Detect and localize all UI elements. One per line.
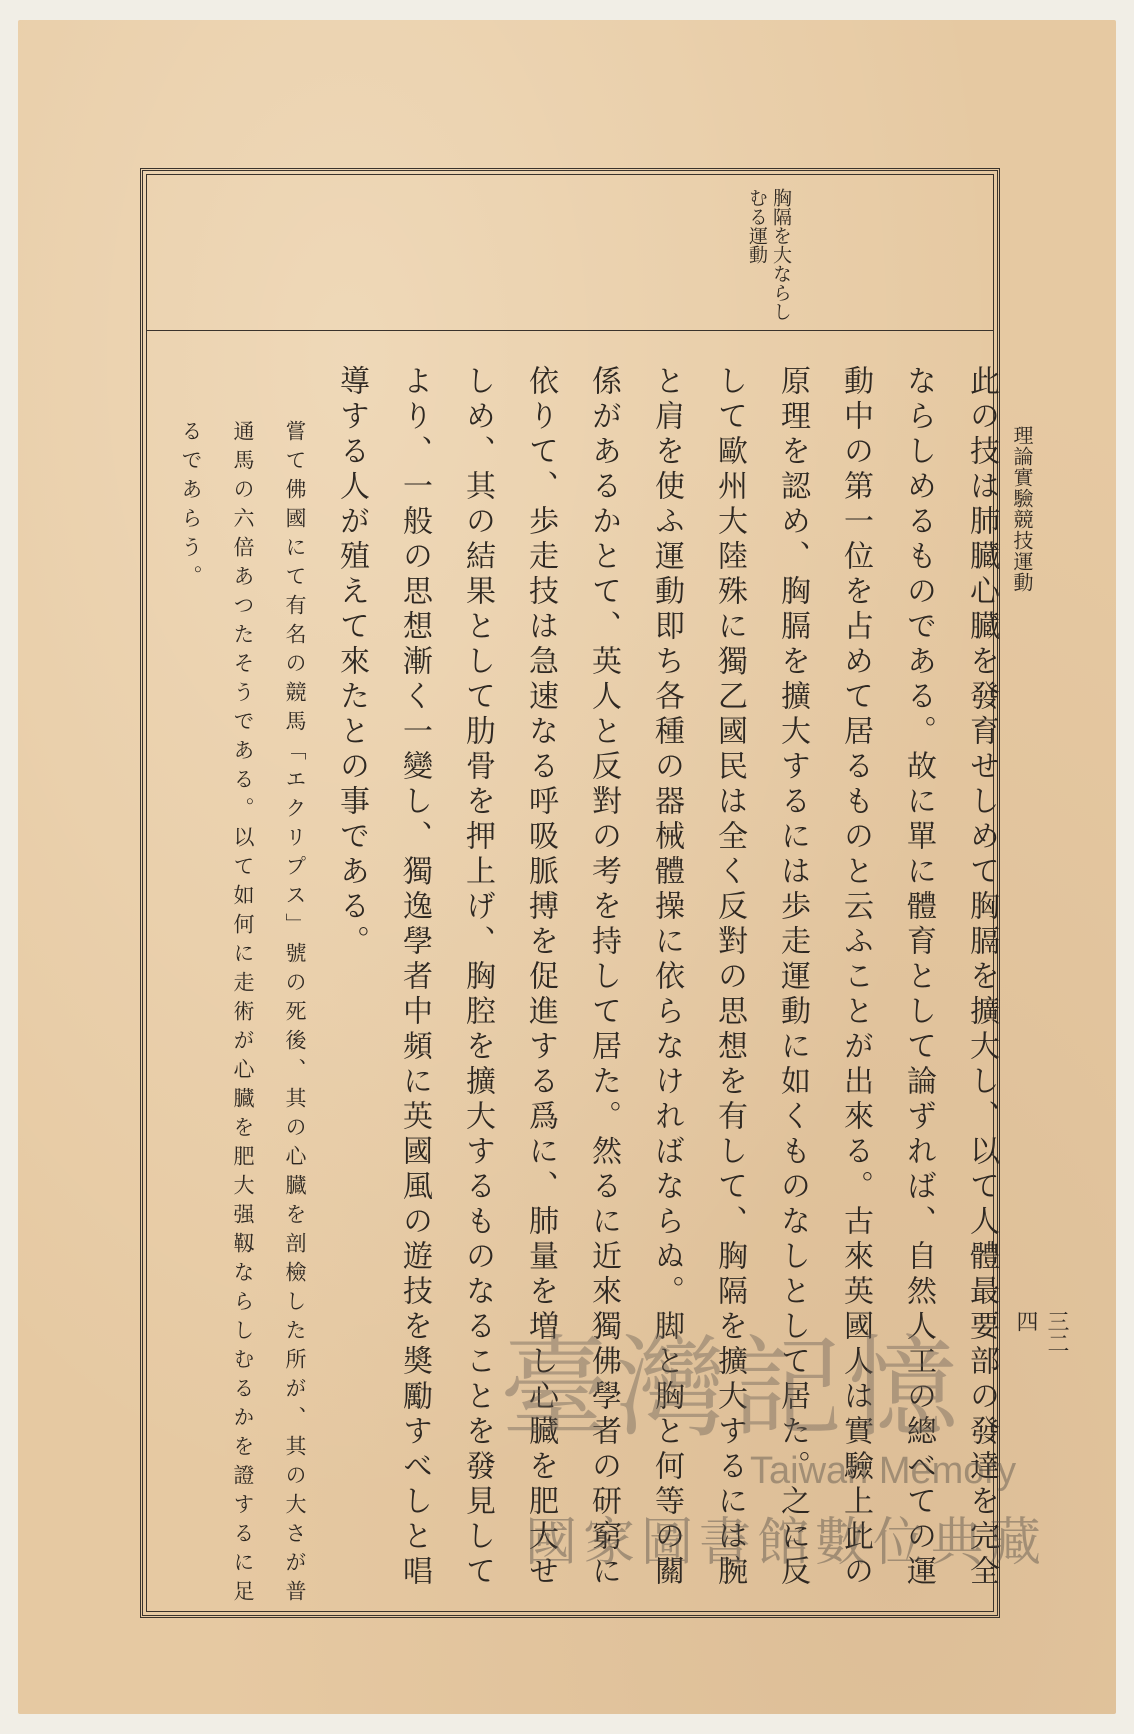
running-head: 理論實驗競技運動 — [1010, 425, 1034, 593]
library-watermark — [500, 1300, 1060, 1600]
watermark-chinese: 國家圖書館數位典藏 — [525, 1513, 1048, 1573]
page-number: 三二四 — [1013, 1310, 1069, 1354]
body-text: 此の技は肺臓心臓を發育せしめて胸膈を擴大し、以て人體最要部の發達を完全ならしめるものである。故に單に體育として論ずれば、自然人工の總べての運動中の第一位を占めて居るものと云ふことが出來る。古來英國人は實驗上此の原理を認め、胸膈を擴大するには歩走運動に如くものなしとして居た。之に反して歐州大陸殊に獨乙國民は全く反對の思想を有して、胸隔を擴大するには腕と肩を使ふ運動即ち各種の器械體操に依らなければならぬ。脚と胸と何等の關係があるかとて、英人と反對の考を持して居た。然るに近來獨佛學者の研窮に依りて、歩走技は急速なる呼吸脈搏を促進する爲に、肺量を増し心臓を肥大せしめ、其の結果として肋骨を押上げ、胸腔を擴大するものなることを發見してより、一般の思想漸く一變し、獨逸學者中頻に英國風の遊技を奬勵すべしと唱導する人が殖えて來たとの事である。 — [334, 365, 999, 1590]
watermark-logo: 臺灣記憶 — [500, 1324, 964, 1452]
watermark-english: Taiwan Memory — [750, 1450, 1017, 1492]
marginal-note-divider — [146, 330, 994, 331]
footnote: 嘗て佛國にて有名の競馬「エクリプス」號の死後、其の心臓を剖檢した所が、其の大さが普通馬の六倍あつたそうである。以て如何に走術が心臓を肥大强靱ならしむるかを證するに足るであらう。 — [179, 420, 307, 1609]
marginal-note: 胸隔を大ならしむる運動 — [746, 188, 792, 321]
